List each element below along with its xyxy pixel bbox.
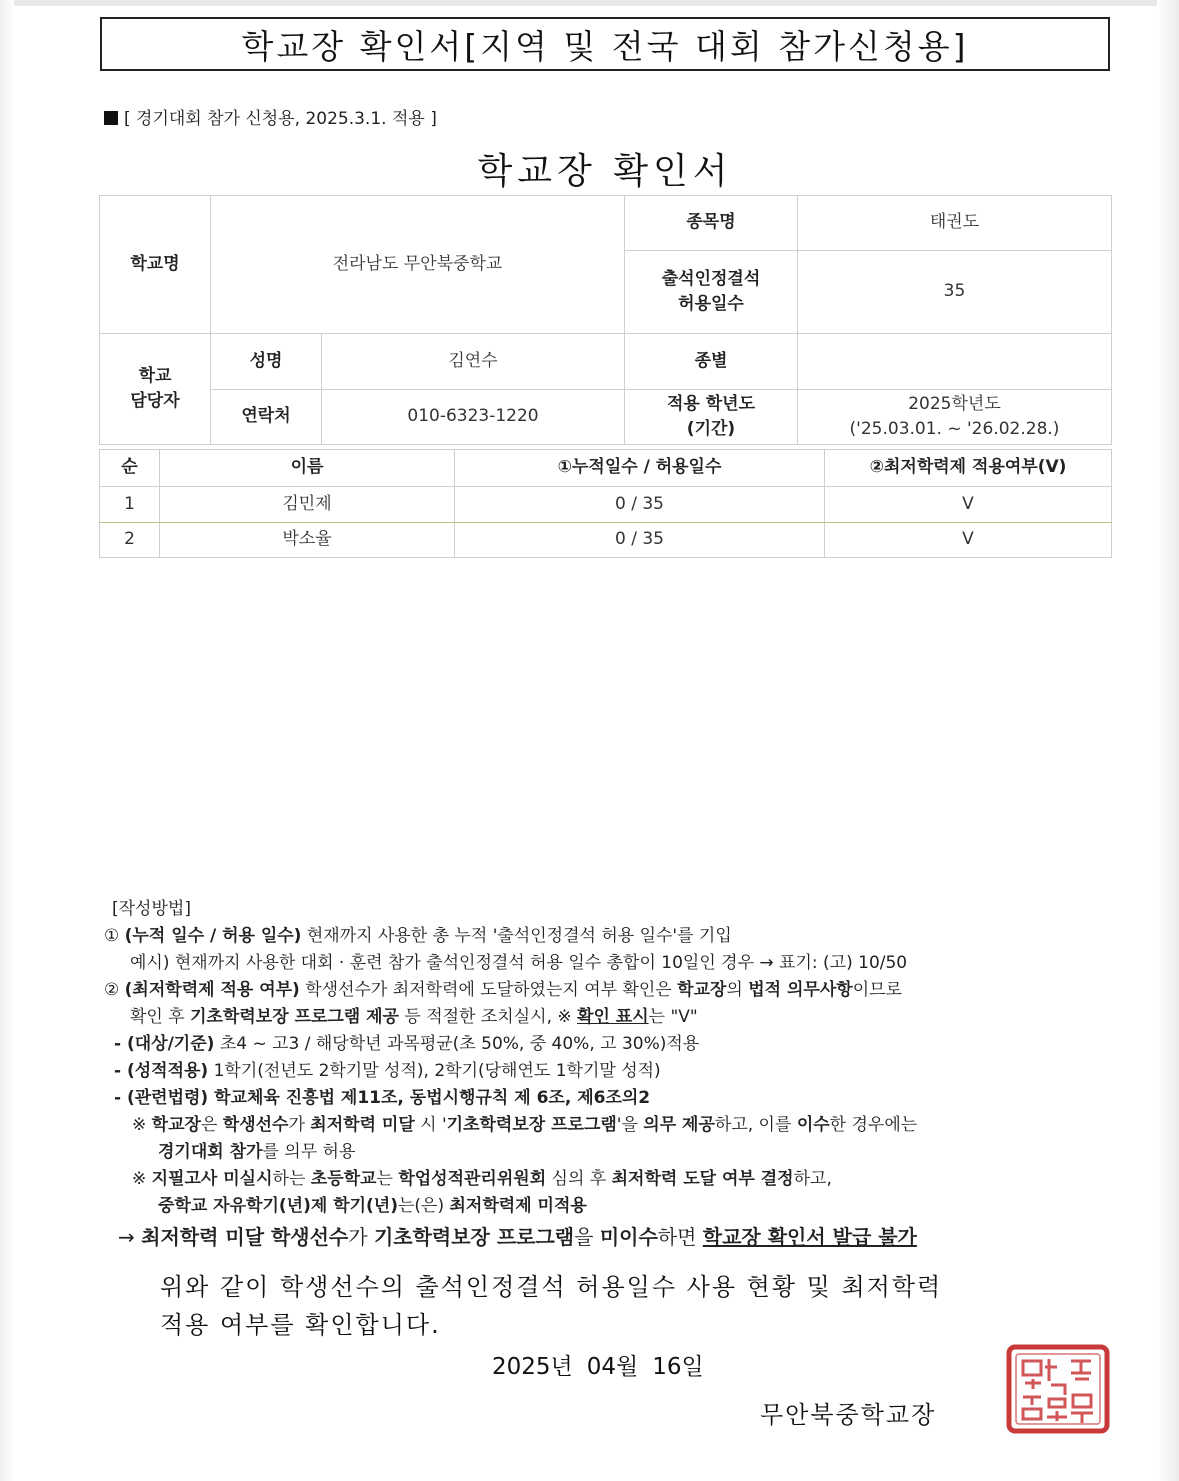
text: 하고, <box>793 1169 832 1189</box>
square-bullet-icon <box>104 111 118 125</box>
contact-name-label: 성명 <box>211 334 322 390</box>
text: 심의 후 <box>546 1169 612 1189</box>
bold-text: 의무 제공 <box>643 1115 715 1135</box>
bold-text: 지필고사 미실시 <box>151 1169 273 1189</box>
text: ※ <box>132 1169 152 1189</box>
text: 이므로 <box>852 980 902 1000</box>
note-middle-school <box>158 1193 917 1220</box>
date-day: 16일 <box>652 1354 704 1380</box>
instruction-2 <box>104 977 917 1004</box>
row-days: 0 / 35 <box>455 523 825 558</box>
date-month: 04월 <box>586 1354 639 1380</box>
instruction-1-example: 예시) 현재까지 사용한 대회 · 훈련 참가 출석인정결석 허용 일수 총합이 10일인 경우 → 표기: (고) 10/50 <box>130 953 908 973</box>
conclusion-line <box>118 1224 917 1251</box>
text: 는(은) <box>397 1196 450 1216</box>
bold-text: 기초학력보장 프로그램 <box>373 1225 575 1249</box>
row-check: V <box>825 487 1112 523</box>
bold-text: 최저학력 미달 학생선수 <box>141 1225 349 1249</box>
event-value: 태권도 <box>798 196 1112 251</box>
text: 시 ' <box>414 1115 447 1135</box>
col-header-days: ①누적일수 / 허용일수 <box>455 450 825 487</box>
arrow-icon: → <box>118 1225 142 1249</box>
contact-person-label-line2: 담당자 <box>130 391 180 411</box>
bold-text: 학생선수 <box>222 1115 289 1135</box>
official-seal-icon <box>1005 1343 1111 1435</box>
form-title-box <box>100 17 1110 71</box>
school-name-value: 전라남도 무안북중학교 <box>211 196 625 334</box>
row-name: 김민제 <box>160 487 455 523</box>
phone-label: 연락처 <box>211 390 322 445</box>
circled-number: ① <box>104 926 125 946</box>
note-principal-cont <box>158 1139 917 1166</box>
school-year-value-line1: 2025학년도 <box>908 393 1001 414</box>
text: 학생선수가 최저학력에 도달하였는지 여부 확인은 <box>299 980 678 1000</box>
instruction-2-cont <box>130 1004 917 1031</box>
application-note-text: [ 경기대회 참가 신청용, 2025.3.1. 적용 ] <box>124 109 437 129</box>
text: '을 <box>616 1115 644 1135</box>
text: 하면 <box>657 1225 703 1249</box>
row-no: 1 <box>100 487 160 523</box>
bold-underlined-text: 확인 표시 <box>577 1007 649 1027</box>
table-row <box>100 523 1112 558</box>
note-principal <box>132 1112 917 1139</box>
bold-text: - (성적적용) <box>114 1061 209 1081</box>
text: 가 <box>288 1115 311 1135</box>
row-no: 2 <box>100 523 160 558</box>
bold-text: (최저학력제 적용 여부) <box>124 980 300 1000</box>
law-line: - (관련법령) 학교체육 진흥법 제11조, 동법시행규칙 제 6조, 제6조의2 <box>114 1088 651 1108</box>
school-name-label: 학교명 <box>100 196 211 334</box>
bold-underlined-text: 학교장 확인서 발급 불가 <box>702 1225 917 1249</box>
circled-number: ② <box>104 980 125 1000</box>
col-header-name: 이름 <box>160 450 455 487</box>
school-year-label-line1: 적용 학년도 <box>666 393 756 414</box>
text: 하고, 이를 <box>714 1115 797 1135</box>
confirmation-statement <box>160 1268 942 1344</box>
text: 의 <box>726 980 749 1000</box>
confirmation-line1: 위와 같이 학생선수의 출석인정결석 허용일수 사용 현황 및 최저학력 <box>160 1273 943 1301</box>
row-name: 박소율 <box>160 523 455 558</box>
instruction-1 <box>104 923 917 950</box>
instructions-title: [작성방법] <box>112 899 191 919</box>
school-year-label <box>625 390 798 445</box>
bold-text: 최저학력 도달 여부 결정 <box>611 1169 794 1189</box>
bold-text: 최저학력제 미적용 <box>449 1196 587 1216</box>
bold-text: 학업성적관리위원회 <box>398 1169 547 1189</box>
student-table <box>99 449 1112 558</box>
document-title: 학교장 확인서 <box>477 151 733 192</box>
col-header-check: ②최저학력제 적용여부(V) <box>825 450 1112 487</box>
allowed-days-value: 35 <box>798 251 1112 334</box>
text: ※ <box>132 1115 152 1135</box>
text: 확인 후 <box>130 1007 191 1027</box>
text: 을 <box>574 1225 600 1249</box>
row-days: 0 / 35 <box>455 487 825 523</box>
allowed-days-label-line2: 허용일수 <box>678 294 744 314</box>
bold-text: 미이수 <box>599 1225 658 1249</box>
page-edge-top <box>0 0 1179 6</box>
contact-name-value: 김연수 <box>322 334 625 390</box>
bold-text: (누적 일수 / 허용 일수) <box>124 926 302 946</box>
category-label: 종별 <box>625 334 798 390</box>
bold-text: 이수 <box>796 1115 830 1135</box>
application-note <box>104 104 437 129</box>
bold-text: 초등학교 <box>310 1169 377 1189</box>
criteria-line <box>114 1031 917 1058</box>
school-year-value <box>798 390 1112 445</box>
principal-signature: 무안북중학교장 <box>760 1401 937 1429</box>
bold-text: 최저학력 미달 <box>310 1115 415 1135</box>
page-edge-right <box>1157 0 1179 1481</box>
text: 한 경우에는 <box>829 1115 918 1135</box>
category-value <box>798 334 1112 390</box>
allowed-days-label <box>625 251 798 334</box>
text: 를 의무 허용 <box>262 1142 356 1162</box>
event-label: 종목명 <box>625 196 798 251</box>
allowed-days-label-line1: 출석인정결석 <box>661 268 761 289</box>
contact-person-label <box>100 334 211 445</box>
school-info-table <box>99 195 1112 445</box>
bold-text: 기초학력보장 프로그램 제공 <box>190 1007 399 1027</box>
date-year: 2025년 <box>492 1354 573 1380</box>
grade-apply-line <box>114 1058 917 1085</box>
text: 현재까지 사용한 총 누적 '출석인정결석 허용 일수'를 기입 <box>301 926 732 946</box>
contact-person-label-line1: 학교 <box>138 365 172 386</box>
bold-text: 중학교 자유학기(년)제 학기(년) <box>158 1196 398 1216</box>
table-row <box>100 487 1112 523</box>
text: 는 <box>376 1169 399 1189</box>
text: 초4 ~ 고3 / 해당학년 과목평균(초 50%, 중 40%, 고 30%)적용 <box>214 1034 700 1054</box>
text: 가 <box>348 1225 374 1249</box>
bold-text: - (대상/기준) <box>114 1034 215 1054</box>
issue-date <box>492 1348 718 1381</box>
text: 등 적절한 조치실시, ※ <box>398 1007 578 1027</box>
col-header-no: 순 <box>100 450 160 487</box>
text: 은 <box>200 1115 223 1135</box>
form-title: 학교장 확인서[지역 및 전국 대회 참가신청용] <box>241 26 969 66</box>
text: 1학기(전년도 2학기말 성적), 2학기(당해연도 1학기말 성적) <box>208 1061 661 1081</box>
confirmation-line2: 적용 여부를 확인합니다. <box>160 1311 441 1339</box>
school-year-period: ('25.03.01. ~ '26.02.28.) <box>849 419 1060 439</box>
text: 하는 <box>272 1169 311 1189</box>
page-edge-left <box>0 0 14 1481</box>
bold-text: 학교장 <box>151 1115 201 1135</box>
school-year-label-line2: (기간) <box>686 419 736 439</box>
bold-text: 학교장 <box>677 980 727 1000</box>
note-elementary <box>132 1166 917 1193</box>
bold-text: 경기대회 참가 <box>158 1142 263 1162</box>
phone-value: 010-6323-1220 <box>322 390 625 445</box>
row-check: V <box>825 523 1112 558</box>
instructions <box>104 896 917 1251</box>
text: 는 "V" <box>648 1007 698 1027</box>
bold-text: 기초학력보장 프로그램 <box>446 1115 617 1135</box>
bold-text: 법적 의무사항 <box>748 980 853 1000</box>
